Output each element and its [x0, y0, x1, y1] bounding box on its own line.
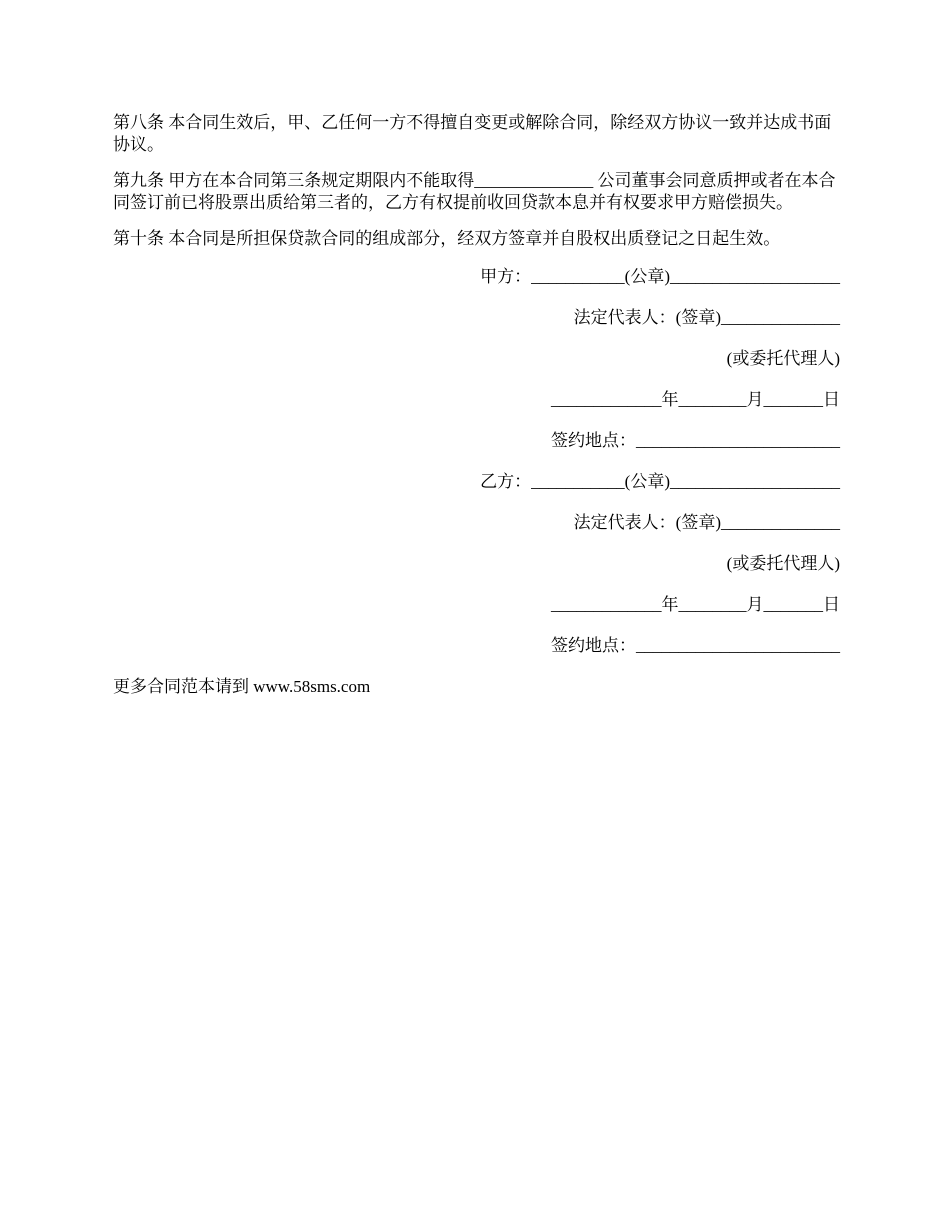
- document-page: [113, 112, 840, 698]
- article-10-paragraph: 第十条 本合同是所担保贷款合同的组成部分，经双方签章并自股权出质登记之日起生效。: [113, 229, 781, 248]
- party-b-date-line: _____________年________月_______日: [551, 595, 840, 614]
- party-a-place-line: 签约地点：________________________: [551, 431, 840, 450]
- party-b-agent-line: (或委托代理人): [726, 554, 840, 573]
- article-9-paragraph: 第九条 甲方在本合同第三条规定期限内不能取得______________ 公司董事会同意质押或者在本合同签订前已将股票出质给第三者的，乙方有权提前收回贷款本息并有权要求甲方赔偿损失。: [113, 171, 836, 212]
- party-b-signature-block: [113, 471, 840, 657]
- party-a-signature-block: [113, 266, 840, 452]
- party-a-representative-line: 法定代表人：(签章)______________: [573, 308, 840, 327]
- party-a-name-line: 甲方：___________(公章)____________________: [480, 267, 840, 286]
- party-b-representative-line: 法定代表人：(签章)______________: [573, 513, 840, 532]
- party-b-place-line: 签约地点：________________________: [551, 636, 840, 655]
- party-a-agent-line: (或委托代理人): [726, 349, 840, 368]
- footer-note: 更多合同范本请到 www.58sms.com: [113, 677, 371, 696]
- party-b-name-line: 乙方：___________(公章)____________________: [480, 472, 840, 491]
- party-a-date-line: _____________年________月_______日: [551, 390, 840, 409]
- article-8-paragraph: 第八条 本合同生效后，甲、乙任何一方不得擅自变更或解除合同，除经双方协议一致并达成书面协议。: [113, 113, 832, 154]
